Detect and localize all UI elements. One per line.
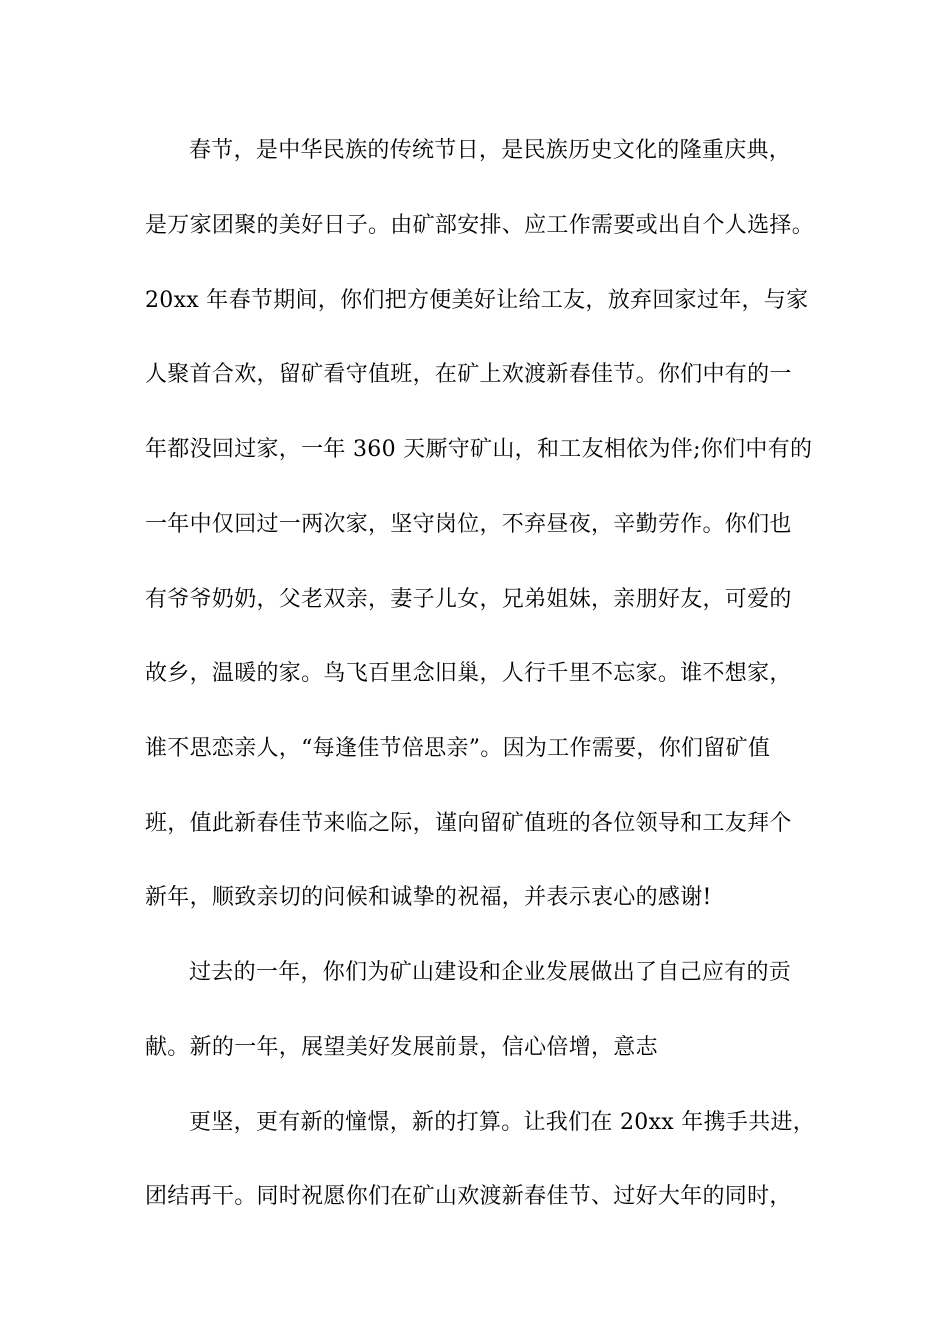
paragraph-line: 20xx 年春节期间，你们把方便美好让给工友，放弃回家过年，与家 <box>145 288 809 313</box>
paragraph-line: 有爷爷奶奶，父老双亲，妻子儿女，兄弟姐妹，亲朋好友，可爱的 <box>145 587 792 612</box>
paragraph-line: 年都没回过家，一年 360 天厮守矿山，和工友相依为伴;你们中有的 <box>145 437 813 462</box>
paragraph-line: 新年，顺致亲切的问候和诚挚的祝福，并表示衷心的感谢! <box>145 885 712 910</box>
paragraph-line: 团结再干。同时祝愿你们在矿山欢渡新春佳节、过好大年的同时， <box>145 1184 792 1209</box>
paragraph-line: 一年中仅回过一两次家，坚守岗位，不弃昼夜，辛勤劳作。你们也 <box>145 512 792 537</box>
paragraph-line: 是万家团聚的美好日子。由矿部安排、应工作需要或出自个人选择。 <box>145 213 815 238</box>
paragraph-line: 谁不思恋亲人，“每逢佳节倍思亲”。因为工作需要，你们留矿值 <box>145 736 771 761</box>
paragraph-line: 人聚首合欢，留矿看守值班，在矿上欢渡新春佳节。你们中有的一 <box>145 362 792 387</box>
paragraph-line: 更坚，更有新的憧憬，新的打算。让我们在 20xx 年携手共进， <box>189 1110 816 1135</box>
paragraph-line: 春节，是中华民族的传统节日，是民族历史文化的隆重庆典， <box>189 138 792 163</box>
paragraph-line: 过去的一年，你们为矿山建设和企业发展做出了自己应有的贡 <box>189 960 792 985</box>
paragraph-line: 故乡，温暖的家。鸟飞百里念旧巢，人行千里不忘家。谁不想家， <box>145 661 792 686</box>
paragraph-line: 献。新的一年，展望美好发展前景，信心倍增，意志 <box>145 1035 658 1060</box>
paragraph-line: 班，值此新春佳节来临之际，谨向留矿值班的各位领导和工友拜个 <box>145 811 792 836</box>
